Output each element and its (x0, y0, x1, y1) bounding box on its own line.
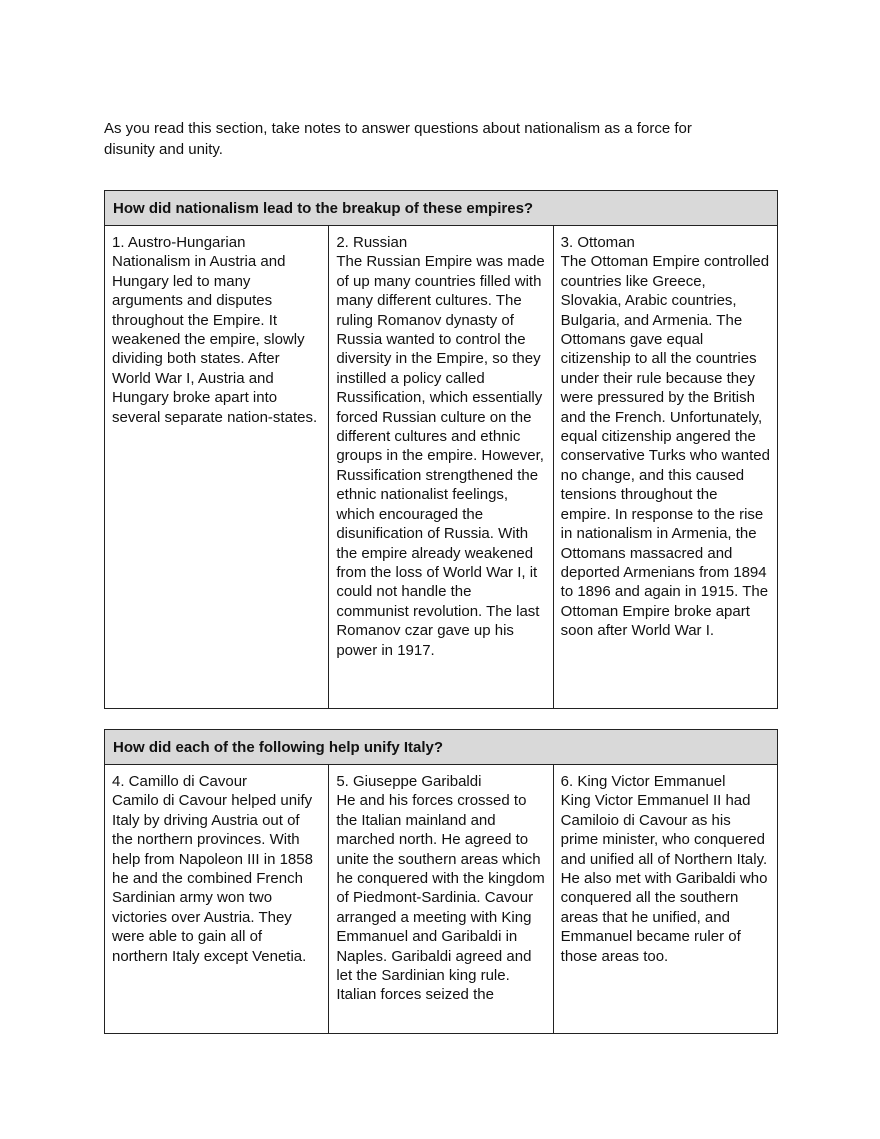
table-row (105, 226, 778, 709)
cell-answer: He and his forces crossed to the Italian mainland and marched north. He agreed to unite the southern areas which he conquered with the kingdom of Piedmont-Sardinia. Cavour arranged a meeting with King Emmanuel and Garibaldi in Naples. Garibaldi agreed and let the Sardinian king rule. Italian forces seized the (336, 792, 545, 1004)
cell-victor-emmanuel[interactable] (553, 765, 777, 1034)
italy-unification-table (104, 729, 778, 1034)
table-header-italy: How did each of the following help unify Italy? (105, 730, 778, 765)
intro-paragraph: As you read this section, take notes to answer questions about nationalism as a force for disunity and unity. (104, 120, 692, 158)
cell-answer: The Russian Empire was made of up many countries filled with many different cultures. The ruling Romanov dynasty of Russia wanted to control the diversity in the Empire, so they instilled a policy called Russification, which essentially forced Russian culture on the different cultures and ethnic groups in the empire. However, Russification strengthened the ethnic nationalist feelings, which encouraged the disunification of Russia. With the empire already weakened from the loss of World War I, it could not handle the communist revolution. The last Romanov czar gave up his power in 1917. (336, 253, 545, 659)
cell-title: 4. Camillo di Cavour (112, 773, 248, 790)
cell-answer: Camilo di Cavour helped unify Italy by driving Austria out of the northern provinces. With help from Napoleon III in 1858 he and the combined French Sardinian army won two victories over Austria. They were able to gain all of northern Italy except Venetia. (112, 792, 313, 965)
cell-title: 6. King Victor Emmanuel (560, 773, 726, 790)
cell-title: 3. Ottoman (560, 234, 635, 251)
cell-garibaldi[interactable] (329, 765, 553, 1034)
cell-cavour[interactable] (105, 765, 329, 1034)
empires-breakup-table (104, 190, 778, 709)
cell-title: 5. Giuseppe Garibaldi (336, 773, 482, 790)
cell-title: 1. Austro-Hungarian (112, 234, 246, 251)
cell-answer: Nationalism in Austria and Hungary led to many arguments and disputes throughout the Empire. It weakened the empire, slowly dividing both states. After World War I, Austria and Hungary broke apart into several separate nation-states. (112, 253, 318, 426)
cell-answer: King Victor Emmanuel II had Camiloio di Cavour as his prime minister, who conquered and unified all of Northern Italy. He also met with Garibaldi who conquered all the southern areas that he unified, and Emmanuel became ruler of those areas too. (560, 792, 768, 965)
cell-title: 2. Russian (336, 234, 408, 251)
cell-russian[interactable] (329, 226, 553, 709)
table-row (105, 765, 778, 1034)
cell-austro-hungarian[interactable] (105, 226, 329, 709)
table-header-empires: How did nationalism lead to the breakup of these empires? (105, 191, 778, 226)
cell-answer: The Ottoman Empire controlled countries like Greece, Slovakia, Arabic countries, Bulgaria, and Armenia. The Ottomans gave equal citizenship to all the countries under their rule because they were pressured by the British and the French. Unfortunately, equal citizenship angered the conservative Turks who wanted no change, and this caused tensions throughout the empire. In response to the rise in nationalism in Armenia, the Ottomans massacred and deported Armenians from 1894 to 1896 and again in 1915. The Ottoman Empire broke apart soon after World War I. (560, 253, 770, 640)
cell-ottoman[interactable] (553, 226, 777, 709)
